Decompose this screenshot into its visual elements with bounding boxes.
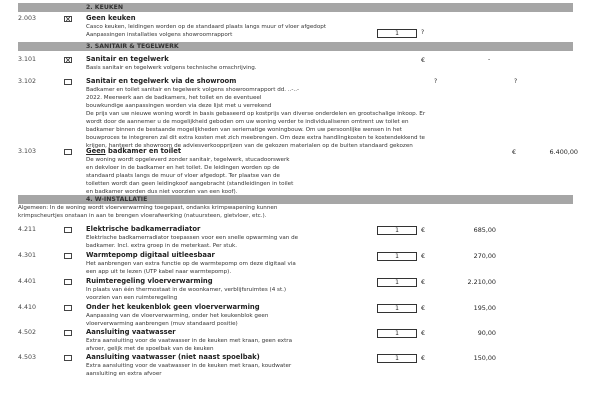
checkbox-checked[interactable] <box>64 57 72 63</box>
option-code: 4.410 <box>18 304 37 311</box>
option-description <box>86 362 386 378</box>
description-line: Extra aansluiting voor de vaatwasser in de keuken met kraan, geen extra <box>86 338 293 344</box>
currency-symbol: € <box>421 304 426 312</box>
checkbox-unchecked[interactable] <box>64 305 72 311</box>
description-line: Extra aansluiting voor de vaatwasser in de keuken met kraan, koudwater <box>86 363 292 369</box>
currency-symbol: € <box>421 278 426 286</box>
currency-symbol: € <box>421 329 426 337</box>
section-header-sanitair <box>18 42 573 51</box>
section-title: 2. KEUKEN <box>86 4 124 11</box>
option-title: Sanitair en tegelwerk via de showroom <box>86 77 237 85</box>
description-line: Aanpassing van de vloerverwarming, onder het keukenblok geen <box>86 313 269 319</box>
currency-symbol: € <box>421 56 426 64</box>
option-title: Ruimteregeling vloerverwarming <box>86 277 213 285</box>
checkbox-checked[interactable] <box>64 16 72 22</box>
price-value: 6.400,00 <box>549 148 578 156</box>
description-line: krijgen, hanteert de showroom de adviesverkoopprijzen van de gekozen materialen op de buiten standaard gekozen <box>86 143 413 149</box>
option-description <box>86 86 566 150</box>
description-line: Aanpassingen installaties volgens showroomrapport <box>86 32 233 38</box>
option-description <box>86 23 416 39</box>
description-line: toiletten wordt dan geen leidingkoof aangebracht (standleidingen in toilet <box>86 181 294 187</box>
price-unknown-mark: ? <box>514 78 518 85</box>
option-title-underlined: Geen <box>86 147 106 155</box>
option-code: 4.502 <box>18 329 37 336</box>
currency-symbol: € <box>421 252 426 260</box>
description-line: De woning wordt opgeleverd zonder sanitair, tegelwerk, stucadoorswerk <box>86 157 290 163</box>
option-description <box>86 286 386 302</box>
checkbox-unchecked[interactable] <box>64 227 72 233</box>
section-header-keuken <box>18 3 573 12</box>
description-line: aansluiting en extra afvoer <box>86 371 162 377</box>
quantity-field[interactable]: 1 <box>377 252 417 261</box>
section-header-w-installatie <box>18 195 573 204</box>
option-description <box>86 156 386 196</box>
option-code: 4.401 <box>18 278 37 285</box>
quantity-field[interactable]: 1 <box>377 354 417 363</box>
option-title: Aansluiting vaatwasser (niet naast spoelbak) <box>86 353 260 361</box>
price-value: 195,00 <box>473 304 496 312</box>
option-code: 3.102 <box>18 78 37 85</box>
note-line: Algemeen: In de woning wordt vloerverwarming toegepast, ondanks krimpwapening kunnen <box>18 205 278 211</box>
option-code: 4.503 <box>18 354 37 361</box>
quantity-field[interactable]: 1 <box>377 278 417 287</box>
quantity-field[interactable]: 1 <box>377 29 417 38</box>
description-line: en badkamer worden dus niet voorzien van een koof). <box>86 189 238 195</box>
description-line: wordt door de aannemer u de mogelijkheid geboden om uw woning verder te individualiseren omtrent uw toilet en <box>86 119 409 125</box>
checkbox-unchecked[interactable] <box>64 253 72 259</box>
price-value: 685,00 <box>473 226 496 234</box>
checkbox-unchecked[interactable] <box>64 279 72 285</box>
price-value: 90,00 <box>477 329 496 337</box>
option-code: 3.103 <box>18 148 37 155</box>
price-value: - <box>488 56 491 63</box>
quantity-field[interactable]: 1 <box>377 304 417 313</box>
currency-symbol: € <box>421 354 426 362</box>
description-line: voorzien van een ruimteregeling <box>86 295 178 301</box>
checkbox-unchecked[interactable] <box>64 330 72 336</box>
option-title: Aansluiting vaatwasser <box>86 328 176 336</box>
description-line: en dekvloer in de badkamer en het toilet. De leidingen worden op de <box>86 165 280 171</box>
currency-symbol: € <box>512 148 517 156</box>
currency-symbol: € <box>421 226 426 234</box>
description-line: bouwkundige aanpassingen worden via deze lijst met u verrekend <box>86 103 272 109</box>
description-line: standaard plaats langs de muur of vloer afgedopt. Ter plaatse van de <box>86 173 280 179</box>
note-line: krimpscheurtjes onstaan in aan te brengen vloerafwerking (natuursteen, gietvloer, etc.). <box>18 213 267 219</box>
section-title: 4. W-INSTALLATIE <box>86 196 148 203</box>
description-line: badkamer. Incl. extra groep in de meterkast. Per stuk. <box>86 243 238 249</box>
checkbox-unchecked[interactable] <box>64 79 72 85</box>
description-line: In plaats van één thermostaat in de woonkamer, verblijfsruimtes (4 st.) <box>86 287 287 293</box>
price-value: 270,00 <box>473 252 496 260</box>
price-unknown-mark: ? <box>421 29 425 36</box>
description-line: een app uit te lezen (UTP kabel naar warmtepomp). <box>86 269 232 275</box>
option-title: Warmtepomp digitaal uitleesbaar <box>86 251 215 259</box>
description-line: bouwproces te integreren zal dit extra kosten met zich meebrengen. Om deze extra handlingkosten te kostendekkend te <box>86 135 425 141</box>
description-line: afvoer, gelijk met de spoelbak van de keuken <box>86 346 214 352</box>
option-title: Sanitair en tegelwerk <box>86 55 169 63</box>
quantity-field[interactable]: 1 <box>377 329 417 338</box>
checkbox-unchecked[interactable] <box>64 355 72 361</box>
description-line: Het aanbrengen van extra functie op de warmtepomp om deze digitaal via <box>86 261 296 267</box>
price-value: 2.210,00 <box>467 278 496 286</box>
general-note <box>18 204 578 220</box>
quantity-field[interactable]: 1 <box>377 226 417 235</box>
option-code: 3.101 <box>18 56 37 63</box>
option-description <box>86 260 386 276</box>
option-title: Geen keuken <box>86 14 136 22</box>
option-title <box>86 147 181 155</box>
option-title: Elektrische badkamerradiator <box>86 225 201 233</box>
description-line: 2022. Meerwerk aan de badkamers, het toilet en de eventueel <box>86 95 262 101</box>
quantity-unknown-mark: ? <box>434 78 438 85</box>
section-title: 3. SANITAIR & TEGELWERK <box>86 43 179 50</box>
description-line: badkamer binnen de bestaande mogelijkheden van seriematige woningbouw. Om uw persoonlijke wensen in het <box>86 127 402 133</box>
option-code: 4.301 <box>18 252 37 259</box>
description-line: Casco keuken, leidingen worden op de standaard plaats langs muur of vloer afgedopt <box>86 24 327 30</box>
option-description <box>86 312 386 328</box>
description-line: vloerverwarming aanbrengen (muv standaard positie) <box>86 321 238 327</box>
option-title-rest: badkamer en toilet <box>105 147 182 155</box>
option-description <box>86 337 386 353</box>
description-line: Elektrische badkamerradiator toepassen voor een snelle opwarming van de <box>86 235 299 241</box>
option-code: 2.003 <box>18 15 37 22</box>
price-value: 150,00 <box>473 354 496 362</box>
checkbox-unchecked[interactable] <box>64 149 72 155</box>
option-description <box>86 234 386 250</box>
description-line: Badkamer en toilet sanitair en tegelwerk volgens showroomrapport dd. ..-..- <box>86 87 300 93</box>
option-title: Onder het keukenblok geen vloerverwarming <box>86 303 260 311</box>
option-code: 4.211 <box>18 226 37 233</box>
description-line: De prijs van uw nieuwe woning wordt in basis gebaseerd op kostprijs van diverse onderdelen en grootschalige inkoop. Er <box>86 111 426 117</box>
option-description: Basis sanitair en tegelwerk volgens technische omschrijving. <box>86 65 257 71</box>
